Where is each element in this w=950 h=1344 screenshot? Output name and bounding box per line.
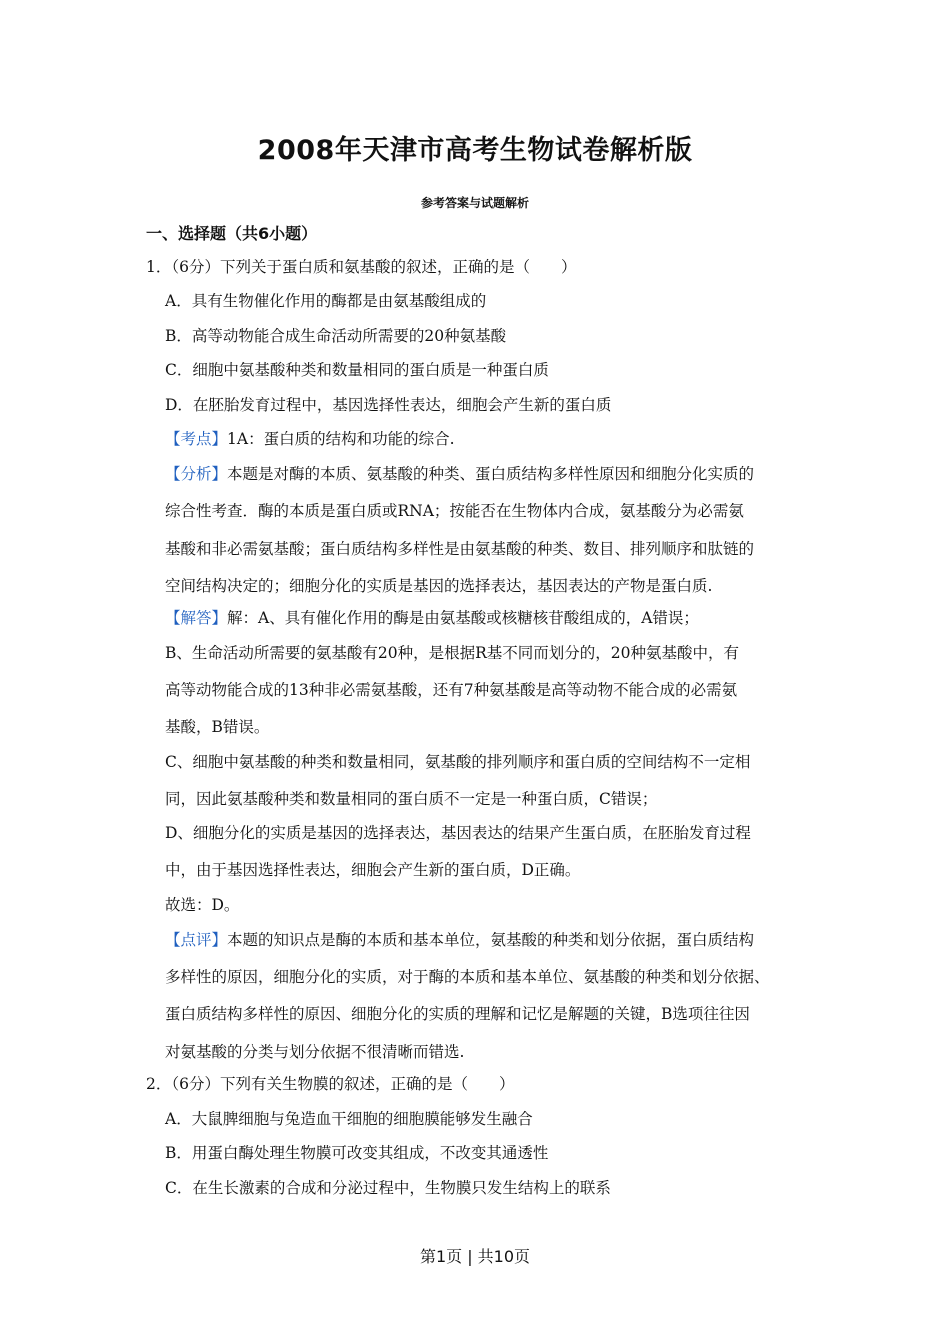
page-title: 2008年天津市高考生物试卷解析版 [257, 135, 693, 166]
kaodian-line [165, 429, 455, 449]
dianping-text: 本题的知识点是酶的本质和基本单位，氨基酸的种类和划分依据，蛋白质结构 [227, 931, 755, 949]
jieda-text: B、生命活动所需要的氨基酸有20种，是根据R基不同而划分的，20种氨基酸中，有 [165, 644, 740, 662]
question-2-option-c: C．在生长激素的合成和分泌过程中，生物膜只发生结构上的联系 [165, 1179, 611, 1197]
question-2-option-a: A．大鼠脾细胞与兔造血干细胞的细胞膜能够发生融合 [165, 1110, 533, 1128]
jieda-text: C、细胞中氨基酸的种类和数量相同，氨基酸的排列顺序和蛋白质的空间结构不一定相 [165, 753, 751, 771]
jieda-text: 基酸，B错误。 [165, 718, 270, 736]
question-1-option-d: D．在胚胎发育过程中，基因选择性表达，细胞会产生新的蛋白质 [165, 396, 612, 414]
dianping-tag: 【点评】 [165, 931, 228, 949]
question-1-stem: 1．（6分）下列关于蛋白质和氨基酸的叙述，正确的是（ ） [146, 258, 577, 276]
dianping-text: 多样性的原因，细胞分化的实质，对于酶的本质和基本单位、氨基酸的种类和划分依据、 [165, 968, 770, 986]
question-1-option-a: A．具有生物催化作用的酶都是由氨基酸组成的 [165, 292, 487, 310]
question-1-option-b: B．高等动物能合成生命活动所需要的20种氨基酸 [165, 327, 507, 345]
jieda-text: 中，由于基因选择性表达，细胞会产生新的蛋白质，D正确。 [165, 861, 581, 879]
jieda-text: D、细胞分化的实质是基因的选择表达，基因表达的结果产生蛋白质，在胚胎发育过程 [165, 824, 751, 842]
jieda-line [165, 608, 699, 628]
jieda-text: 同，因此氨基酸种类和数量相同的蛋白质不一定是一种蛋白质，C错误； [165, 790, 658, 808]
jieda-answer: 故选：D。 [165, 896, 240, 914]
question-2-option-b: B．用蛋白酶处理生物膜可改变其组成，不改变其通透性 [165, 1144, 549, 1162]
question-2-stem: 2．（6分）下列有关生物膜的叙述，正确的是（ ） [146, 1075, 515, 1093]
dianping-line [165, 930, 754, 950]
page-footer: 第1页 | 共10页 [419, 1247, 531, 1266]
jieda-tag: 【解答】 [165, 609, 228, 627]
fenxi-text: 综合性考查．酶的本质是蛋白质或RNA；按能否在生物体内合成，氨基酸分为必需氨 [165, 502, 744, 520]
fenxi-line [165, 464, 754, 484]
fenxi-text: 本题是对酶的本质、氨基酸的种类、蛋白质结构多样性原因和细胞分化实质的 [227, 465, 755, 483]
section-heading: 一、选择题（共6小题） [146, 224, 318, 243]
jieda-text: 解：A、具有催化作用的酶是由氨基酸或核糖核苷酸组成的，A错误； [227, 609, 699, 627]
fenxi-tag: 【分析】 [165, 465, 228, 483]
dianping-text: 蛋白质结构多样性的原因、细胞分化的实质的理解和记忆是解题的关键，B选项往往因 [165, 1005, 750, 1023]
kaodian-text: 1A：蛋白质的结构和功能的综合. [227, 430, 455, 448]
fenxi-text: 空间结构决定的；细胞分化的实质是基因的选择表达，基因表达的产物是蛋白质. [165, 577, 713, 595]
dianping-text: 对氨基酸的分类与划分依据不很清晰而错选. [165, 1043, 465, 1061]
jieda-text: 高等动物能合成的13种非必需氨基酸，还有7种氨基酸是高等动物不能合成的必需氨 [165, 681, 738, 699]
page-subtitle: 参考答案与试题解析 [420, 196, 529, 210]
kaodian-tag: 【考点】 [165, 430, 228, 448]
fenxi-text: 基酸和非必需氨基酸；蛋白质结构多样性是由氨基酸的种类、数目、排列顺序和肽链的 [165, 540, 755, 558]
question-1-option-c: C．细胞中氨基酸种类和数量相同的蛋白质是一种蛋白质 [165, 361, 549, 379]
